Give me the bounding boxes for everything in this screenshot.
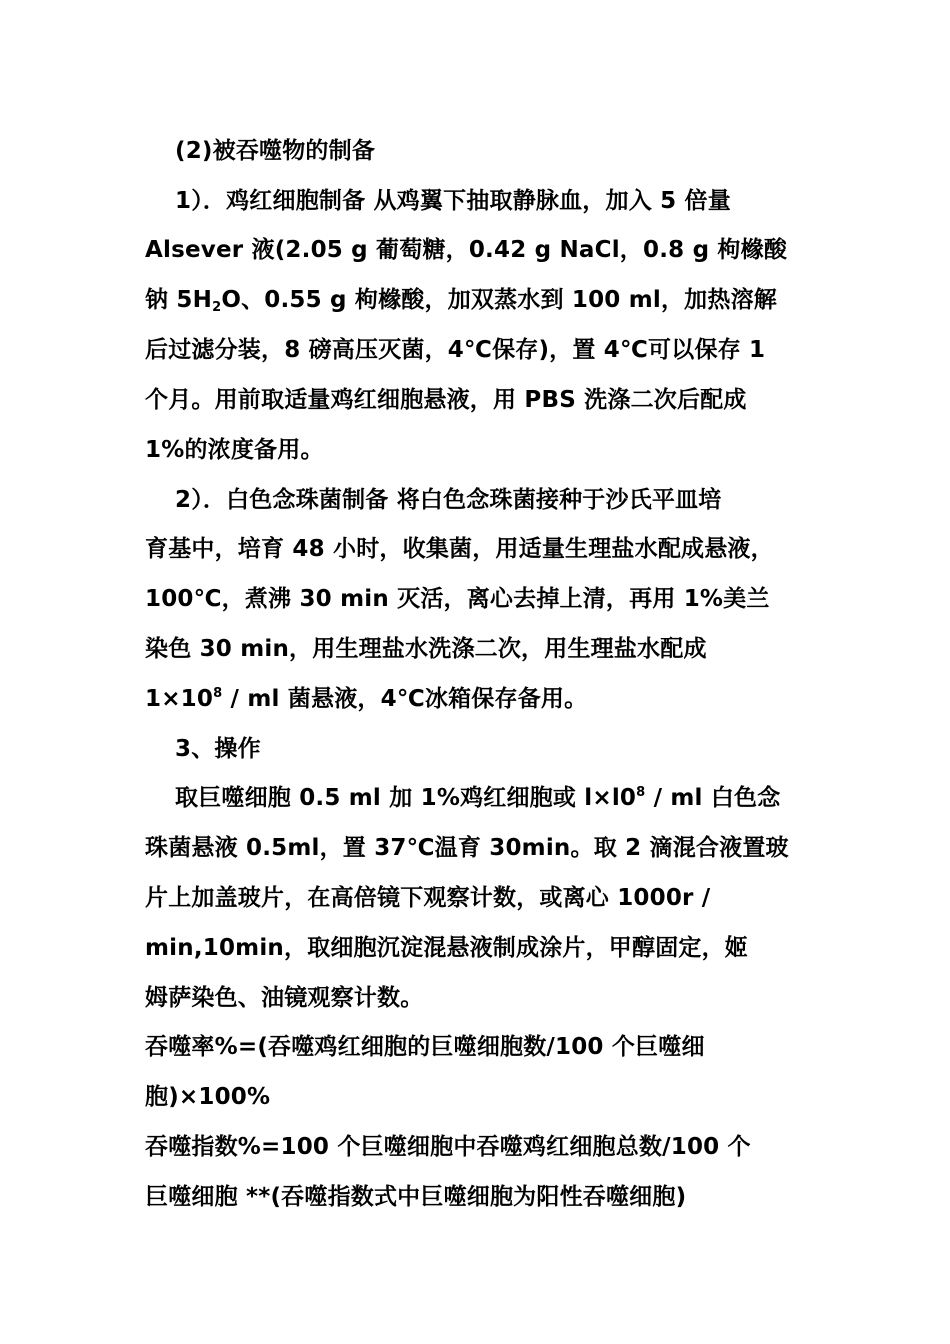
item1-line-2: Alsever 液(2.05 g 葡萄糖，0.42 g NaCl，0.8 g 枸橼酸 xyxy=(145,237,788,263)
subscript-2: 2 xyxy=(212,300,222,315)
phagocytosis-rate-formula-line-1: 吞噬率%=(吞噬鸡红细胞的巨噬细胞数/100 个巨噬细 xyxy=(145,1034,705,1060)
item2-line-1: 2）．白色念珠菌制备 将白色念珠菌接种于沙氏平皿培 xyxy=(175,487,722,513)
item2-line-4: 染色 30 min，用生理盐水洗涤二次，用生理盐水配成 xyxy=(145,636,707,662)
item1-line-5: 个月。用前取适量鸡红细胞悬液，用 PBS 洗涤二次后配成 xyxy=(145,387,747,413)
superscript-8: 8 xyxy=(636,785,646,800)
operation-line-1-prefix: 取巨噬细胞 0.5 ml 加 1%鸡红细胞或 l×l0 xyxy=(175,785,637,811)
item1-line-1: 1）．鸡红细胞制备 从鸡翼下抽取静脉血，加入 5 倍量 xyxy=(175,188,731,214)
item2-line-5 xyxy=(145,684,587,714)
item2-line-5-suffix: / ml 菌悬液，4℃冰箱保存备用。 xyxy=(222,686,588,712)
operation-line-3: 片上加盖玻片，在高倍镜下观察计数，或离心 1000r / xyxy=(145,885,711,911)
item1-line-3-suffix: O、0.55 g 枸橼酸，加双蒸水到 100 ml，加热溶解 xyxy=(221,287,777,313)
operation-line-4: min,10min，取细胞沉淀混悬液制成涂片，甲醇固定，姬 xyxy=(145,935,748,961)
phagocytosis-index-formula-line-1: 吞噬指数%=100 个巨噬细胞中吞噬鸡红细胞总数/100 个 xyxy=(145,1134,751,1160)
item2-line-5-prefix: 1×10 xyxy=(145,686,214,712)
item1-line-6: 1%的浓度备用。 xyxy=(145,437,324,463)
step3-heading: 3、操作 xyxy=(175,736,261,762)
phagocytosis-index-formula-line-2: 巨噬细胞 **(吞噬指数式中巨噬细胞为阳性吞噬细胞) xyxy=(145,1184,687,1210)
item2-line-3: 100℃，煮沸 30 min 灭活，离心去掉上清，再用 1%美兰 xyxy=(145,586,770,612)
operation-line-5: 姆萨染色、油镜观察计数。 xyxy=(145,985,424,1011)
operation-line-2: 珠菌悬液 0.5ml，置 37℃温育 30min。取 2 滴混合液置玻 xyxy=(145,835,789,861)
item2-line-2: 育基中，培育 48 小时，收集菌，用适量生理盐水配成悬液， xyxy=(145,536,774,562)
item1-line-3 xyxy=(145,285,777,315)
section-heading: (2)被吞噬物的制备 xyxy=(175,138,376,164)
item1-line-4: 后过滤分装，8 磅高压灭菌，4℃保存)，置 4℃可以保存 1 xyxy=(145,337,766,363)
operation-line-1-suffix: / ml 白色念 xyxy=(645,785,781,811)
superscript-8: 8 xyxy=(213,686,223,701)
item1-line-3-prefix: 钠 5H xyxy=(145,287,213,313)
operation-line-1 xyxy=(175,783,780,813)
phagocytosis-rate-formula-line-2: 胞)×100% xyxy=(145,1084,271,1110)
